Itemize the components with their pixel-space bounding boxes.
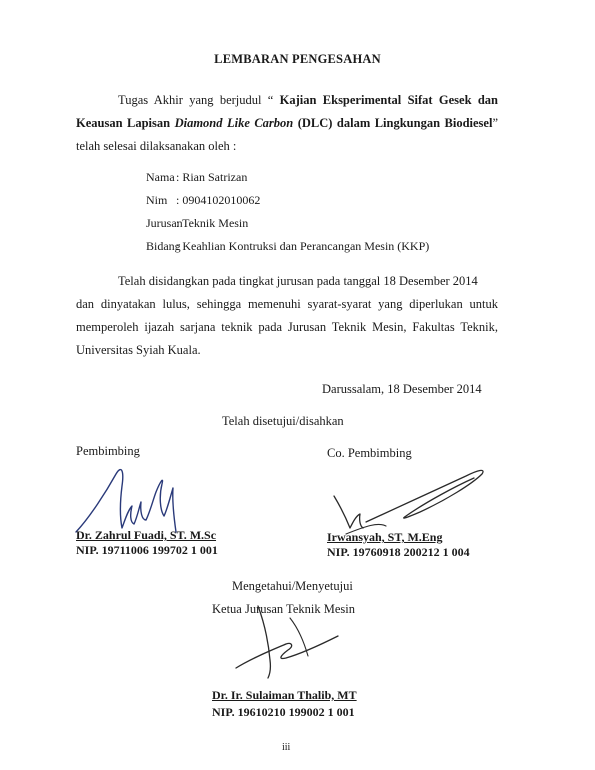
page-title: LEMBARAN PENGESAHAN xyxy=(214,52,381,66)
page-number: iii xyxy=(282,742,291,753)
place-date: Darussalam, 18 Desember 2014 xyxy=(322,382,482,396)
identity-row-jurusan xyxy=(146,216,248,231)
co-supervisor-role: Co. Pembimbing xyxy=(327,446,412,460)
head-signature xyxy=(228,598,368,688)
identity-label: Bidang xyxy=(146,239,181,253)
thesis-title-part-3: (DLC) dalam Lingkungan Biodiesel xyxy=(293,116,493,130)
thesis-title-part-2: Keausan Lapisan xyxy=(76,116,175,130)
supervisor-name: Dr. Zahrul Fuadi, ST. M.Sc xyxy=(76,528,217,542)
closing-quote: ” xyxy=(492,116,498,130)
supervisor-role: Pembimbing xyxy=(76,444,140,458)
identity-row-nim xyxy=(146,193,260,208)
co-supervisor-name: Irwansyah, ST, M.Eng xyxy=(327,530,443,544)
body-line-3: memperoleh ijazah sarjana teknik pada Jurusan Teknik Mesin, Fakultas Teknik, xyxy=(76,320,498,334)
body-line-1: Telah disidangkan pada tingkat jurusan pada tanggal 18 Desember 2014 xyxy=(118,274,478,288)
identity-value: : Teknik Mesin xyxy=(176,216,249,230)
body-line-4: Universitas Syiah Kuala. xyxy=(76,343,201,357)
identity-value: : Keahlian Kontruksi dan Perancangan Mesin (KKP) xyxy=(176,239,430,253)
approval-text: Telah disetujui/disahkan xyxy=(222,414,344,428)
thesis-title-italic: Diamond Like Carbon xyxy=(174,116,294,130)
thesis-title-part-1: Kajian Eksperimental Sifat Gesek dan xyxy=(279,93,498,107)
identity-value: : 0904102010062 xyxy=(176,193,261,207)
head-nip: NIP. 19610210 199002 1 001 xyxy=(212,705,355,719)
identity-label: Nama xyxy=(146,170,175,184)
intro-line-2 xyxy=(76,112,498,135)
identity-row-bidang xyxy=(146,239,429,254)
supervisor-nip: NIP. 19711006 199702 1 001 xyxy=(76,543,218,557)
identity-label: Nim xyxy=(146,193,168,207)
head-role-1: Mengetahui/Menyetujui xyxy=(232,579,353,593)
identity-row-name xyxy=(146,170,247,185)
intro-line-3: telah selesai dilaksanakan oleh : xyxy=(76,139,237,153)
head-role-2: Ketua Jurusan Teknik Mesin xyxy=(212,602,355,616)
identity-label: Jurusan xyxy=(146,216,183,230)
intro-line-1 xyxy=(118,89,498,112)
intro-text: Tugas Akhir yang berjudul “ xyxy=(118,93,280,107)
identity-value: : Rian Satrizan xyxy=(176,170,248,184)
body-line-2: dan dinyatakan lulus, sehingga memenuhi syarat-syarat yang diperlukan untuk xyxy=(76,297,498,311)
head-name: Dr. Ir. Sulaiman Thalib, MT xyxy=(212,688,357,702)
co-supervisor-nip: NIP. 19760918 200212 1 004 xyxy=(327,545,470,559)
